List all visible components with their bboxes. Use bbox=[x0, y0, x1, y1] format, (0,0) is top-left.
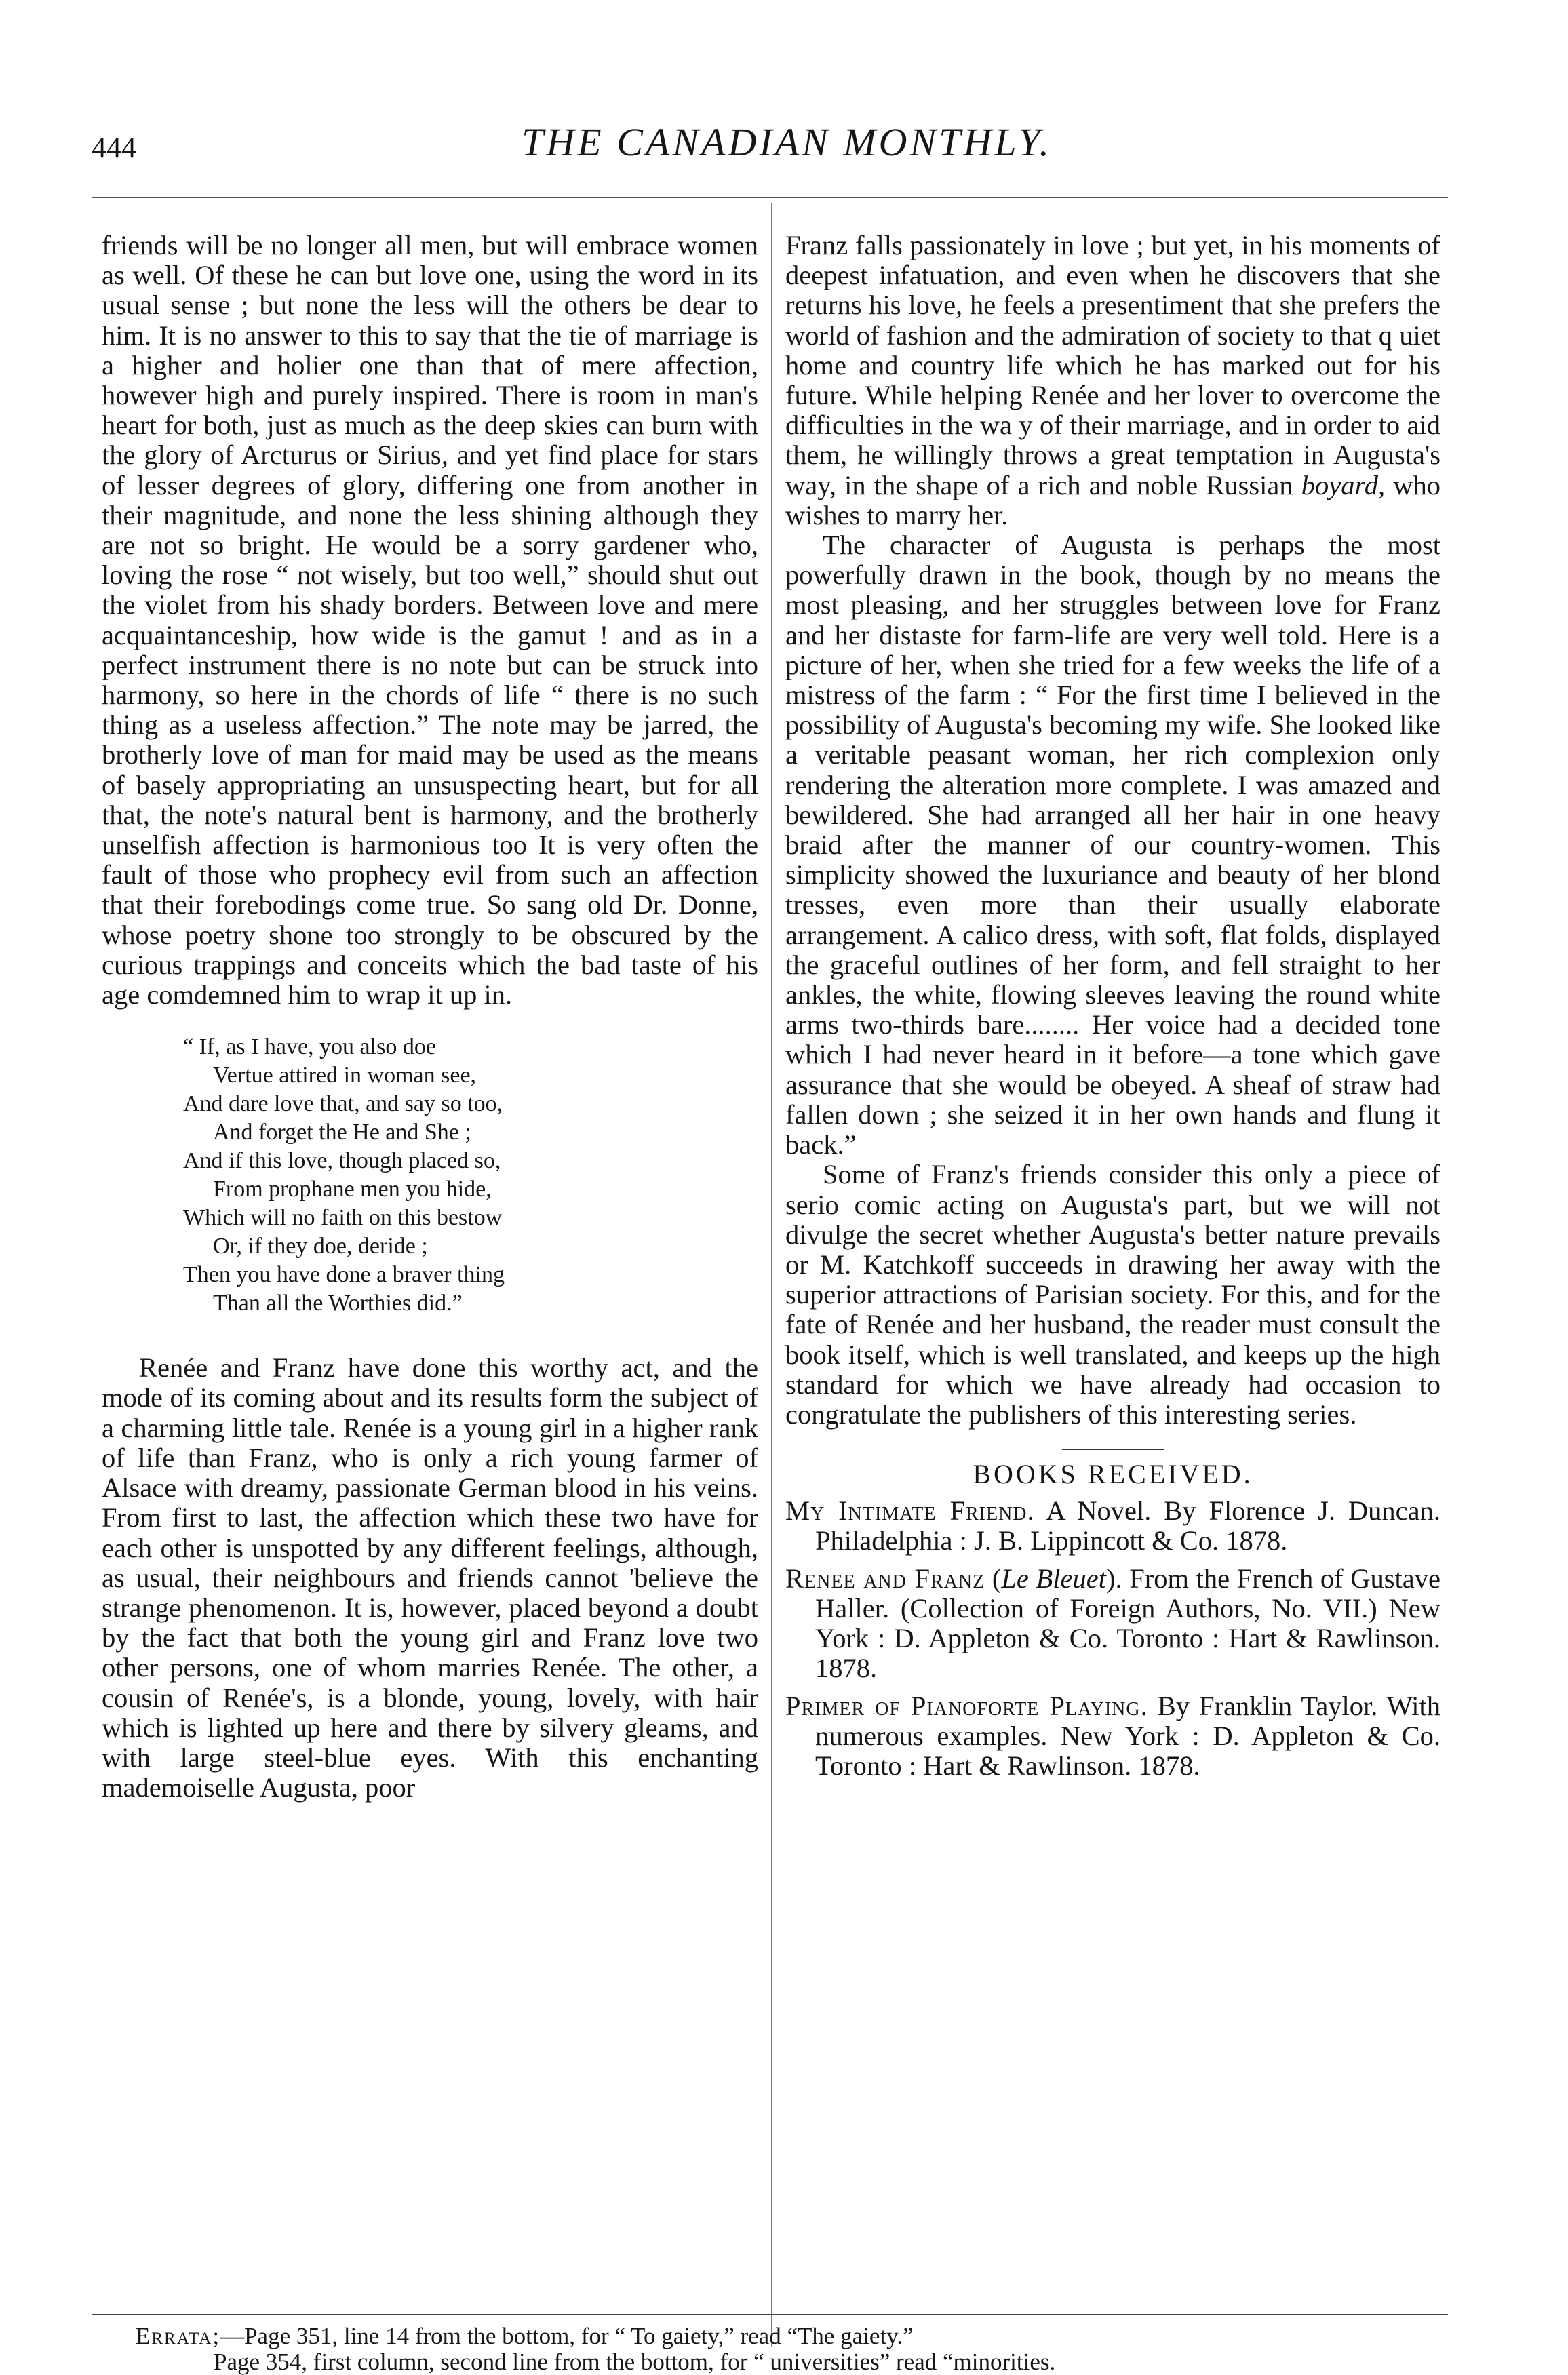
poem-line: And forget the He and She ; bbox=[213, 1120, 471, 1145]
book-details: By Franklin Taylor. With numerous examples. New York : D. Appleton & Co. Toronto : Hart & Rawlinson. 1878. bbox=[815, 1691, 1441, 1782]
poem-line: “ If, as I have, you also doe bbox=[183, 1034, 436, 1060]
poem-line: Than all the Worthies did.” bbox=[213, 1291, 463, 1316]
errata-text-1: —Page 351, line 14 from the bottom, for “ To gaiety,” read “The gaiety.” bbox=[220, 2323, 914, 2349]
errata-line-1 bbox=[136, 2323, 1438, 2349]
left-column bbox=[102, 231, 758, 1803]
poem-line: Or, if they doe, deride ; bbox=[213, 1234, 428, 1259]
left-paragraph-1: friends will be no longer all men, but will embrace women as well. Of these he can but love one, using the word in its usual sense ; but none the less will the others be dear to him. It is no answer to this to say that the tie of marriage is a higher and holier one than that of mere affection, however high and purely inspired. There is room in man's heart for both, just as much as the deep skies can burn with the glory of Arcturus or Sirius, and yet find place for stars of lesser degrees of glory, differing one from another in their magnitude, and none the less shining although they are not so bright. He would be a sorry gardener who, loving the rose “ not wisely, but too well,” should shut out the violet from his shady borders. Between love and mere acquaintanceship, how wide is the gamut ! and as in a perfect instrument there is no note but can be struck into harmony, so here in the chords of life “ there is no such thing as a useless affection.” The note may be jarred, the brotherly love of man for maid may be used as the means of basely appropriating an unsuspecting heart, but for all that, the note's natural bent is harmony, and the brotherly unselfish affection is harmonious too It is very often the fault of those who prophecy evil from such an affection that their forebodings come true. So sang old Dr. Donne, whose poetry shone too strongly to be obscured by the curious trappings and conceits which the bad taste of his age comdemned him to wrap it up in. bbox=[102, 230, 758, 1010]
column-divider bbox=[771, 203, 772, 2347]
italic-term: boyard, bbox=[1301, 469, 1386, 500]
poem-line: Vertue attired in woman see, bbox=[213, 1063, 477, 1088]
book-title: Primer of Pianoforte Playing. bbox=[785, 1691, 1148, 1722]
book-title: My Intimate Friend. bbox=[785, 1495, 1035, 1527]
right-paragraph-1 bbox=[785, 231, 1440, 530]
left-paragraph-2: Renée and Franz have done this worthy act, and the mode of its coming about and its results form the subject of a charming little tale. Renée is a young girl in a higher rank of life than Franz, who is only a rich young farmer of Alsace with dreamy, passionate German blood in his veins. From first to last, the affection which these two have for each other is unspotted by any different feelings, although, as usual, their neighbours and friends cannot 'believe the strange phenomenon. It is, however, placed beyond a doubt by the fact that both the young girl and Franz love two other persons, one of whom marries Renée. The other, a cousin of Renée's, is a blonde, young, lovely, with hair which is lighted up here and there by silvery gleams, and with large steel-blue eyes. With this enchanting mademoiselle Augusta, poor bbox=[102, 1352, 758, 1803]
book-entry bbox=[785, 1691, 1440, 1781]
header-rule bbox=[92, 197, 1448, 198]
errata-note bbox=[136, 2323, 1438, 2375]
page-number: 444 bbox=[92, 131, 136, 164]
right-paragraph-2: The character of Augusta is perhaps the most powerfully drawn in the book, though by no means the most pleasing, and her struggles between love for Franz and her distaste for farm-life are very well told. Here is a picture of her, when she tried for a few weeks the life of a mistress of the farm : “ For the first time I believed in the possibility of Augusta's becoming my wife. She looked like a veritable peasant woman, her rich complexion only rendering the alteration more complete. I was amazed and bewildered. She had arranged all her hair in one heavy braid after the manner of our country-women. This simplicity showed the luxuriance and beauty of her blond tresses, even more than their usually elaborate arrangement. A calico dress, with soft, flat folds, displayed the graceful outlines of her form, and fell straight to her ankles, the white, flowing sleeves leaving the round white arms two-thirds bare........ Her voice had a decided tone which I had never heard in it before—a tone which gave assurance that she would be obeyed. A sheaf of straw had fallen down ; she seized it in her own hands and flung it back.” bbox=[785, 530, 1440, 1160]
book-title: Renee and Franz bbox=[785, 1563, 985, 1594]
right-paragraph-1-text: Franz falls passionately in love ; but yet, in his moments of deepest infatuation, and even when he discovers that she returns his love, he feels a presentiment that she prefers the world of fashion and the admiration of society to that q uiet home and country life which he has marked out for his future. While helping Renée and her lover to overcome the difficulties in the wa y of their marriage, and in order to aid them, he willingly throws a great temptation in Augusta's way, in the shape of a rich and noble Russian bbox=[785, 230, 1440, 500]
book-details: A Novel. By Florence J. Duncan. Philadelphia : J. B. Lippincott & Co. 1878. bbox=[815, 1495, 1440, 1556]
right-paragraph-3: Some of Franz's friends consider this only a piece of serio comic acting on Augusta's part, but we will not divulge the secret whether Augusta's better nature prevails or M. Katchkoff succeeds in drawing her away with the superior attractions of Parisian society. For this, and for the fate of Renée and her husband, the reader must consult the book itself, which is well translated, and keeps up the high standard for which we have already had occasion to congratulate the publishers of this interesting series. bbox=[785, 1159, 1440, 1430]
poem-line: Which will no faith on this bestow bbox=[183, 1205, 503, 1231]
right-paragraph-1-end: who wishes to marry her. bbox=[785, 469, 1440, 530]
right-column bbox=[785, 231, 1440, 1789]
book-subtitle: Le Bleuet bbox=[1001, 1563, 1106, 1594]
poem-line: And if this love, though placed so, bbox=[183, 1148, 501, 1174]
poem-quotation bbox=[183, 1033, 758, 1318]
book-entry bbox=[785, 1496, 1440, 1556]
poem-line: From prophane men you hide, bbox=[213, 1177, 492, 1202]
errata-line-2: Page 354, first column, second line from the bottom, for “ universities” read “minorities. bbox=[214, 2349, 1056, 2375]
book-entry: Renee and Franz (Le Bleuet). From the French of Gustave Haller. (Collection of Foreign Authors, No. VII.) New York : D. Appleton & Co. Toronto : Hart & Rawlinson. 1878. bbox=[785, 1563, 1440, 1684]
running-head: THE CANADIAN MONTHLY. bbox=[522, 120, 1052, 164]
book-details: . From the French of Gustave Haller. (Collection of Foreign Authors, No. VII.) New York : D. Appleton & Co. Toronto : Hart & Rawlinson. 1878. bbox=[815, 1563, 1440, 1684]
footer-rule bbox=[92, 2314, 1448, 2315]
section-rule bbox=[1062, 1449, 1164, 1450]
poem-line: Then you have done a braver thing bbox=[183, 1262, 505, 1288]
poem-line: And dare love that, and say so too, bbox=[183, 1091, 503, 1117]
books-received-heading: BOOKS RECEIVED. bbox=[973, 1459, 1253, 1490]
errata-label: Errata; bbox=[136, 2323, 221, 2349]
